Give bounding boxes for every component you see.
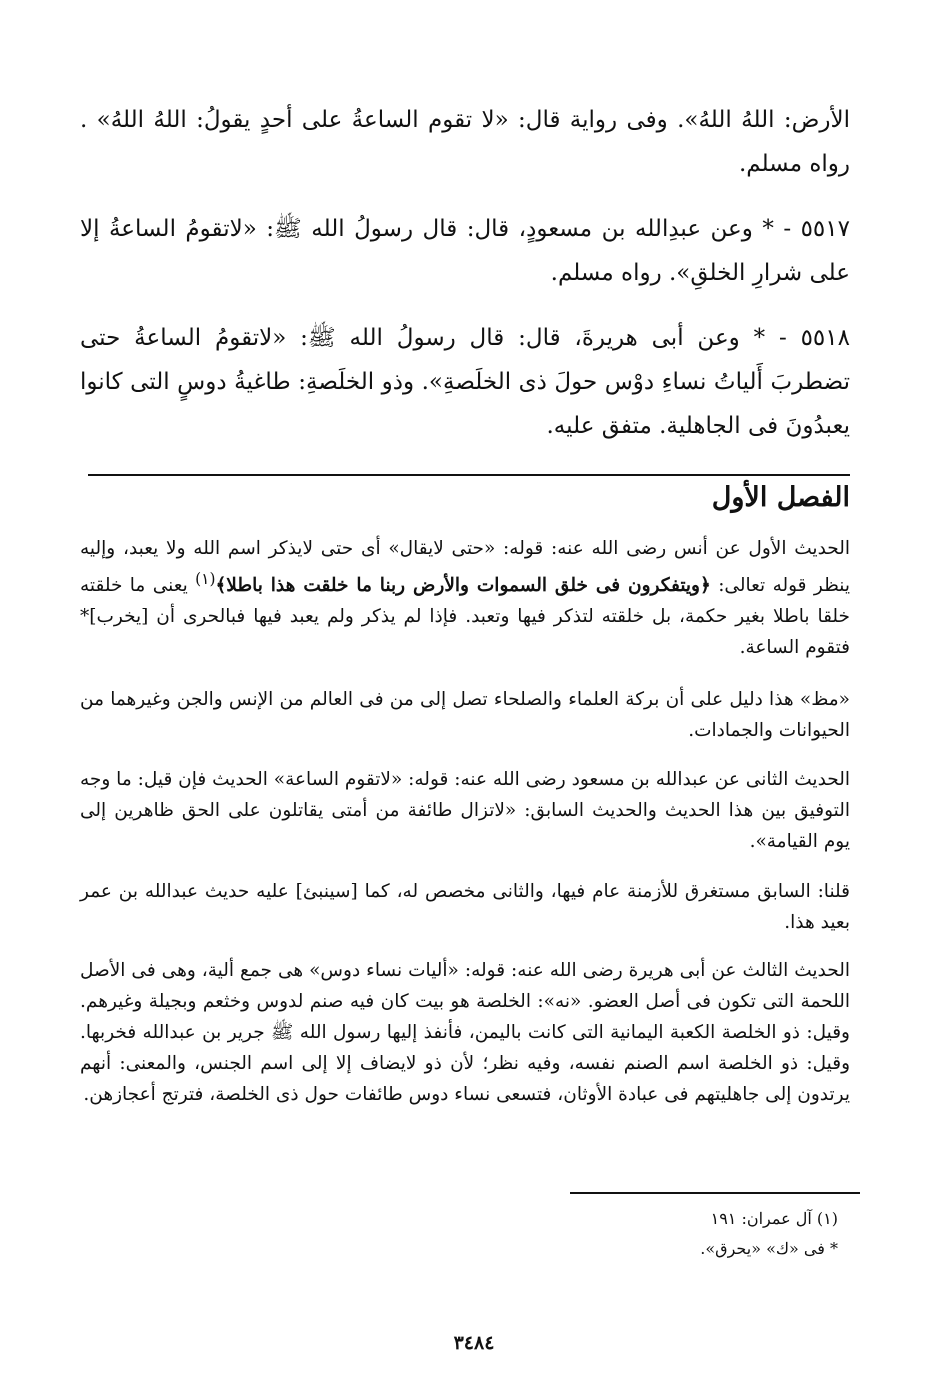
section-divider — [88, 474, 850, 476]
page-number: ٣٤٨٤ — [453, 1332, 495, 1354]
commentary-first-hadith — [80, 533, 850, 663]
commentary-first-text: الحديث الأول عن أنس رضى الله عنه: قوله: «حتى لايقال» أى حتى لايذكر اسم الله ولا يعبد، وإليه ينظر قوله تعالى: — [80, 538, 851, 597]
commentary-first-text-cont: يعنى ما خلقته خلقا باطلا بغير حكمة، بل خلقته لتذكر فيها وتعبد. فإذا لم يذكر ولم يعبد فيها فبالحرى أن [يخرب]* فتقوم الساعة. — [80, 575, 850, 659]
footnote-divider — [570, 1192, 860, 1194]
hadith-text-continuation: الأرض: اللهُ اللهُ». وفى رواية قال: «لا تقوم الساعةُ على أحدٍ يقولُ: اللهُ اللهُ» . رواه مسلم. — [80, 107, 850, 177]
hadith-5517: ٥٥١٧ - * وعن عبدِالله بن مسعودٍ، قال: قال رسولُ الله ﷺ: «لاتقومُ الساعةُ إلا على شرارِ الخلقِ». رواه مسلم. — [80, 216, 850, 286]
quran-verse: ﴿ويتفكرون فى خلق السموات والأرض ربنا ما خلقت هذا باطلا﴾ — [215, 575, 711, 597]
commentary-second-hadith: الحديث الثانى عن عبدالله بن مسعود رضى الله عنه: قوله: «لاتقوم الساعة» الحديث فإن قيل: ما وجه التوفيق بين هذا الحديث والحديث السابق: «لاتزال طائفة من أمتى يقاتلون على الحق ظاهرين إلى يوم القيامة». — [80, 769, 850, 852]
footnote-ref: (١) — [195, 570, 216, 588]
hadith-5518: ٥٥١٨ - * وعن أبى هريرةَ، قال: قال رسولُ الله ﷺ: «لاتقومُ الساعةُ حتى تضطربَ أَلياتُ نساءِ دوْس حولَ ذى الخلَصةِ». وذو الخلَصةِ: طاغيةُ دوسٍ التى كانوا يعبدُونَ فى الجاهلية. متفق عليه. — [80, 325, 850, 439]
commentary-maz: «مظ» هذا دليل على أن بركة العلماء والصلحاء تصل إلى من فى العالم من الإنس والجن وغيرهما من الحيوانات والجمادات. — [80, 689, 850, 741]
footnote-2: * فى «ك» «يحرق». — [700, 1239, 838, 1258]
section-title: الفصل الأول — [711, 482, 850, 513]
footnote-1: (١) آل عمران: ١٩١ — [710, 1209, 838, 1228]
commentary-third-hadith: الحديث الثالث عن أبى هريرة رضى الله عنه: قوله: «أليات نساء دوس» هى جمع ألية، وهى فى الأصل اللحمة التى تكون فى أصل العضو. «نه»: الخلصة هو بيت كان فيه صنم لدوس وخثعم وبجيلة وغيرهم. وقيل: ذو الخلصة الكعبة اليمانية التى كانت باليمن، فأنفذ إليها رسول الله ﷺ جرير بن عبدالله فخربها. وقيل: ذو الخلصة اسم الصنم نفسه، وفيه نظر؛ لأن ذو لايضاف إلا إلى اسم الجنس، والمعنى: أنهم يرتدون إلى جاهليتهم فى عبادة الأوثان، فتسعى نساء دوس طائفات حول ذى الخلصة، فترتج أعجازهن. — [80, 960, 850, 1105]
commentary-answer: قلنا: السابق مستغرق للأزمنة عام فيها، والثانى مخصص له، كما [سينبئ] عليه حديث عبدالله بن عمر بعيد هذا. — [80, 881, 850, 933]
